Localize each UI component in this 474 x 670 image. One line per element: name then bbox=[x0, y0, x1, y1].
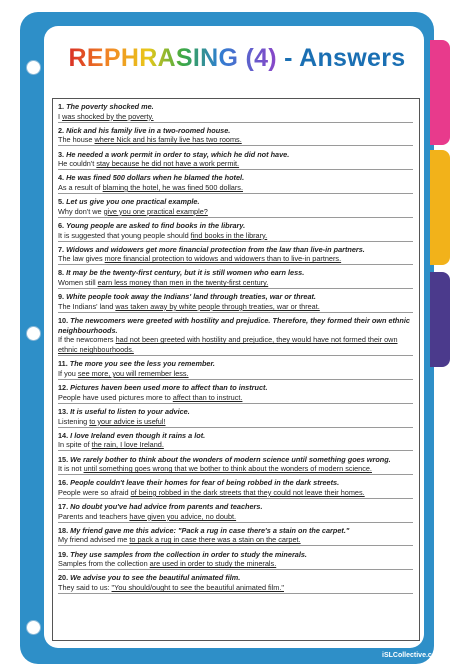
exercise-item bbox=[58, 573, 413, 594]
item-number: 19. bbox=[58, 549, 69, 559]
question-sentence bbox=[58, 268, 413, 278]
item-number: 3. bbox=[58, 149, 65, 159]
answer-text: where Nick and his family live has two rooms. bbox=[94, 135, 242, 145]
answer-line bbox=[58, 512, 413, 523]
item-number: 5. bbox=[58, 197, 65, 207]
question-sentence bbox=[58, 102, 413, 112]
question-sentence bbox=[58, 173, 413, 183]
item-number: 10. bbox=[58, 316, 69, 326]
answer-text: of being robbed in the dark streets that they could not leave their homes. bbox=[130, 487, 365, 497]
answer-prompt: I bbox=[58, 111, 63, 121]
answer-text: blaming the hotel, he was fined 500 dollars. bbox=[102, 182, 243, 192]
item-number: 4. bbox=[58, 173, 65, 183]
question-text: The poverty shocked me. bbox=[66, 102, 154, 111]
answer-text: are used in order to study the minerals. bbox=[149, 559, 277, 569]
answer-prompt: In spite of bbox=[58, 440, 92, 450]
question-sentence bbox=[58, 407, 413, 417]
exercise-item bbox=[58, 550, 413, 571]
question-text: I love Ireland even though it rains a lot. bbox=[70, 430, 206, 440]
item-number: 11. bbox=[58, 359, 68, 369]
question-sentence bbox=[58, 455, 413, 465]
answer-line bbox=[58, 464, 413, 475]
item-number: 20. bbox=[58, 573, 69, 583]
item-number: 2. bbox=[58, 125, 65, 135]
islcollective-logo: iSLCollective.com bbox=[382, 652, 443, 659]
answer-line bbox=[58, 231, 413, 242]
item-number: 18. bbox=[58, 525, 69, 535]
exercise-box bbox=[52, 98, 420, 641]
answer-line bbox=[58, 393, 413, 404]
answer-text: until something goes wrong that we bother to think about the wonders of modern science. bbox=[83, 464, 372, 474]
exercise-item bbox=[58, 268, 413, 289]
answer-text: see more, you will remember less. bbox=[77, 369, 189, 378]
exercise-item bbox=[58, 478, 413, 499]
divider-tab-yellow bbox=[430, 150, 450, 265]
answer-line bbox=[58, 159, 413, 170]
item-number: 14. bbox=[58, 430, 69, 440]
exercise-item bbox=[58, 383, 413, 404]
answer-line bbox=[58, 535, 413, 546]
answer-text: have given you advice, no doubt. bbox=[129, 511, 237, 521]
question-sentence bbox=[58, 126, 413, 136]
answer-line bbox=[58, 440, 413, 451]
item-number: 6. bbox=[58, 220, 65, 230]
question-sentence bbox=[58, 526, 413, 536]
question-text: It is useful to listen to your advice. bbox=[70, 406, 190, 416]
item-number: 1. bbox=[58, 102, 65, 111]
answer-text: affect than to instruct. bbox=[172, 392, 243, 402]
exercise-item bbox=[58, 359, 413, 380]
question-sentence bbox=[58, 150, 413, 160]
question-text: We advise you to see the beautiful animated film. bbox=[70, 573, 241, 583]
answer-prompt: As a result of bbox=[58, 182, 103, 192]
question-text: The newcomers were greeted with hostility and prejudice. Therefore, they formed their own ethnic neighbourhoods. bbox=[58, 316, 410, 335]
answer-text: give you one practical example? bbox=[103, 206, 208, 216]
item-number: 12. bbox=[58, 383, 69, 393]
question-text: White people took away the Indians' land through treaties, war or threat. bbox=[66, 292, 316, 302]
question-sentence bbox=[58, 573, 413, 583]
question-sentence bbox=[58, 245, 413, 255]
answer-line bbox=[58, 559, 413, 570]
answer-line bbox=[58, 112, 413, 123]
exercise-item bbox=[58, 292, 413, 313]
answer-prompt: It is not bbox=[58, 464, 84, 474]
answer-text: find books in the library. bbox=[190, 230, 268, 240]
answer-text: earn less money than men in the twenty-first century. bbox=[97, 278, 269, 288]
answer-prompt: If you bbox=[58, 369, 78, 378]
question-sentence bbox=[58, 550, 413, 560]
answer-prompt: People were so afraid bbox=[58, 487, 131, 497]
answer-prompt: People have used pictures more to bbox=[58, 392, 173, 402]
exercise-item bbox=[58, 455, 413, 476]
item-number: 17. bbox=[58, 502, 69, 512]
question-sentence bbox=[58, 292, 413, 302]
exercise-item bbox=[58, 502, 413, 523]
answer-text: was taken away by white people through treaties, war or threat. bbox=[115, 301, 320, 311]
exercise-item bbox=[58, 526, 413, 547]
question-text: Let us give you one practical example. bbox=[66, 197, 200, 207]
divider-tab-purple bbox=[430, 272, 450, 367]
question-sentence bbox=[58, 221, 413, 231]
question-sentence bbox=[58, 431, 413, 441]
question-text: They use samples from the collection in order to study the minerals. bbox=[70, 549, 307, 559]
answer-line bbox=[58, 135, 413, 146]
answer-prompt: Listening bbox=[58, 416, 90, 426]
question-text: Pictures haven been used more to affect than to instruct. bbox=[70, 383, 268, 393]
answer-text: the rain, I love Ireland. bbox=[91, 440, 164, 450]
answer-prompt: Why don't we bbox=[58, 206, 104, 216]
answer-line bbox=[58, 335, 413, 356]
exercise-item bbox=[58, 431, 413, 452]
question-text: He was fined 500 dollars when he blamed the hotel. bbox=[66, 173, 245, 183]
exercise-item bbox=[58, 173, 413, 194]
page-title bbox=[0, 44, 474, 73]
answer-line bbox=[58, 488, 413, 499]
answer-text: to your advice is useful! bbox=[89, 416, 166, 426]
exercise-item bbox=[58, 102, 413, 123]
exercise-item bbox=[58, 316, 413, 356]
question-text: We rarely bother to think about the wonders of modern science until something goes wrong. bbox=[70, 454, 391, 464]
answer-prompt: If the newcomers bbox=[58, 335, 116, 345]
answer-prompt: Samples from the collection bbox=[58, 559, 150, 569]
question-text: Young people are asked to find books in the library. bbox=[66, 220, 246, 230]
question-text: He needed a work permit in order to stay, which he did not have. bbox=[66, 149, 290, 159]
question-text: It may be the twenty-first century, but it is still women who earn less. bbox=[66, 268, 305, 278]
question-text: People couldn't leave their homes for fear of being robbed in the dark streets. bbox=[70, 478, 340, 488]
question-text: Widows and widowers get more financial protection from the law than live-in partners. bbox=[66, 244, 365, 254]
question-sentence bbox=[58, 502, 413, 512]
answer-line bbox=[58, 278, 413, 289]
answer-prompt: They said to us: bbox=[58, 583, 112, 593]
answer-line bbox=[58, 254, 413, 265]
question-sentence bbox=[58, 316, 413, 335]
answer-line bbox=[58, 583, 413, 594]
answer-text: stay because he did not have a work permit. bbox=[96, 159, 240, 169]
answer-line bbox=[58, 207, 413, 218]
answer-text: had not been greeted with hostility and prejudice, they would have not formed their own ethnic neighbourhoods. bbox=[58, 335, 398, 355]
binder-hole bbox=[26, 620, 41, 635]
item-number: 16. bbox=[58, 478, 69, 488]
question-text: No doubt you've had advice from parents and teachers. bbox=[70, 502, 263, 512]
question-sentence bbox=[58, 383, 413, 393]
title-answers: - Answers bbox=[276, 44, 406, 72]
answer-prompt: The Indians' land bbox=[58, 301, 116, 311]
answer-text: "You should/ought to see the beautiful animated film." bbox=[111, 583, 284, 593]
question-text: Nick and his family live in a two-roomed house. bbox=[66, 125, 231, 135]
exercise-item bbox=[58, 150, 413, 171]
question-sentence bbox=[58, 478, 413, 488]
exercise-item bbox=[58, 245, 413, 266]
exercise-item bbox=[58, 221, 413, 242]
item-number: 13. bbox=[58, 406, 69, 416]
answer-prompt: The law gives bbox=[58, 254, 105, 264]
exercise-item bbox=[58, 126, 413, 147]
exercise-item bbox=[58, 407, 413, 428]
answer-text: more financial protection to widows and widowers than to live-in partners. bbox=[104, 254, 342, 264]
title-main: REPHRASING (4) bbox=[68, 44, 277, 72]
answer-prompt: He couldn't bbox=[58, 159, 97, 169]
answer-line bbox=[58, 417, 413, 428]
answer-text: was shocked by the poverty. bbox=[62, 111, 154, 121]
binder-hole bbox=[26, 326, 41, 341]
answer-prompt: It is suggested that young people should bbox=[58, 230, 191, 240]
question-text: My friend gave me this advice: "Pack a rug in case there's a stain on the carpet." bbox=[70, 525, 350, 535]
question-sentence bbox=[58, 359, 413, 369]
item-number: 7. bbox=[58, 244, 65, 254]
answer-text: to pack a rug in case there was a stain on the carpet. bbox=[129, 535, 301, 545]
answer-line bbox=[58, 302, 413, 313]
question-text: The more you see the less you remember. bbox=[69, 359, 215, 369]
question-sentence bbox=[58, 197, 413, 207]
answer-prompt: Women still bbox=[58, 278, 98, 288]
item-number: 9. bbox=[58, 292, 65, 302]
exercise-item bbox=[58, 197, 413, 218]
item-number: 8. bbox=[58, 268, 65, 278]
answer-prompt: My friend advised me bbox=[58, 535, 130, 545]
answer-line bbox=[58, 369, 413, 380]
answer-prompt: Parents and teachers bbox=[58, 511, 130, 521]
answer-line bbox=[58, 183, 413, 194]
item-number: 15. bbox=[58, 454, 69, 464]
answer-prompt: The house bbox=[58, 135, 95, 145]
